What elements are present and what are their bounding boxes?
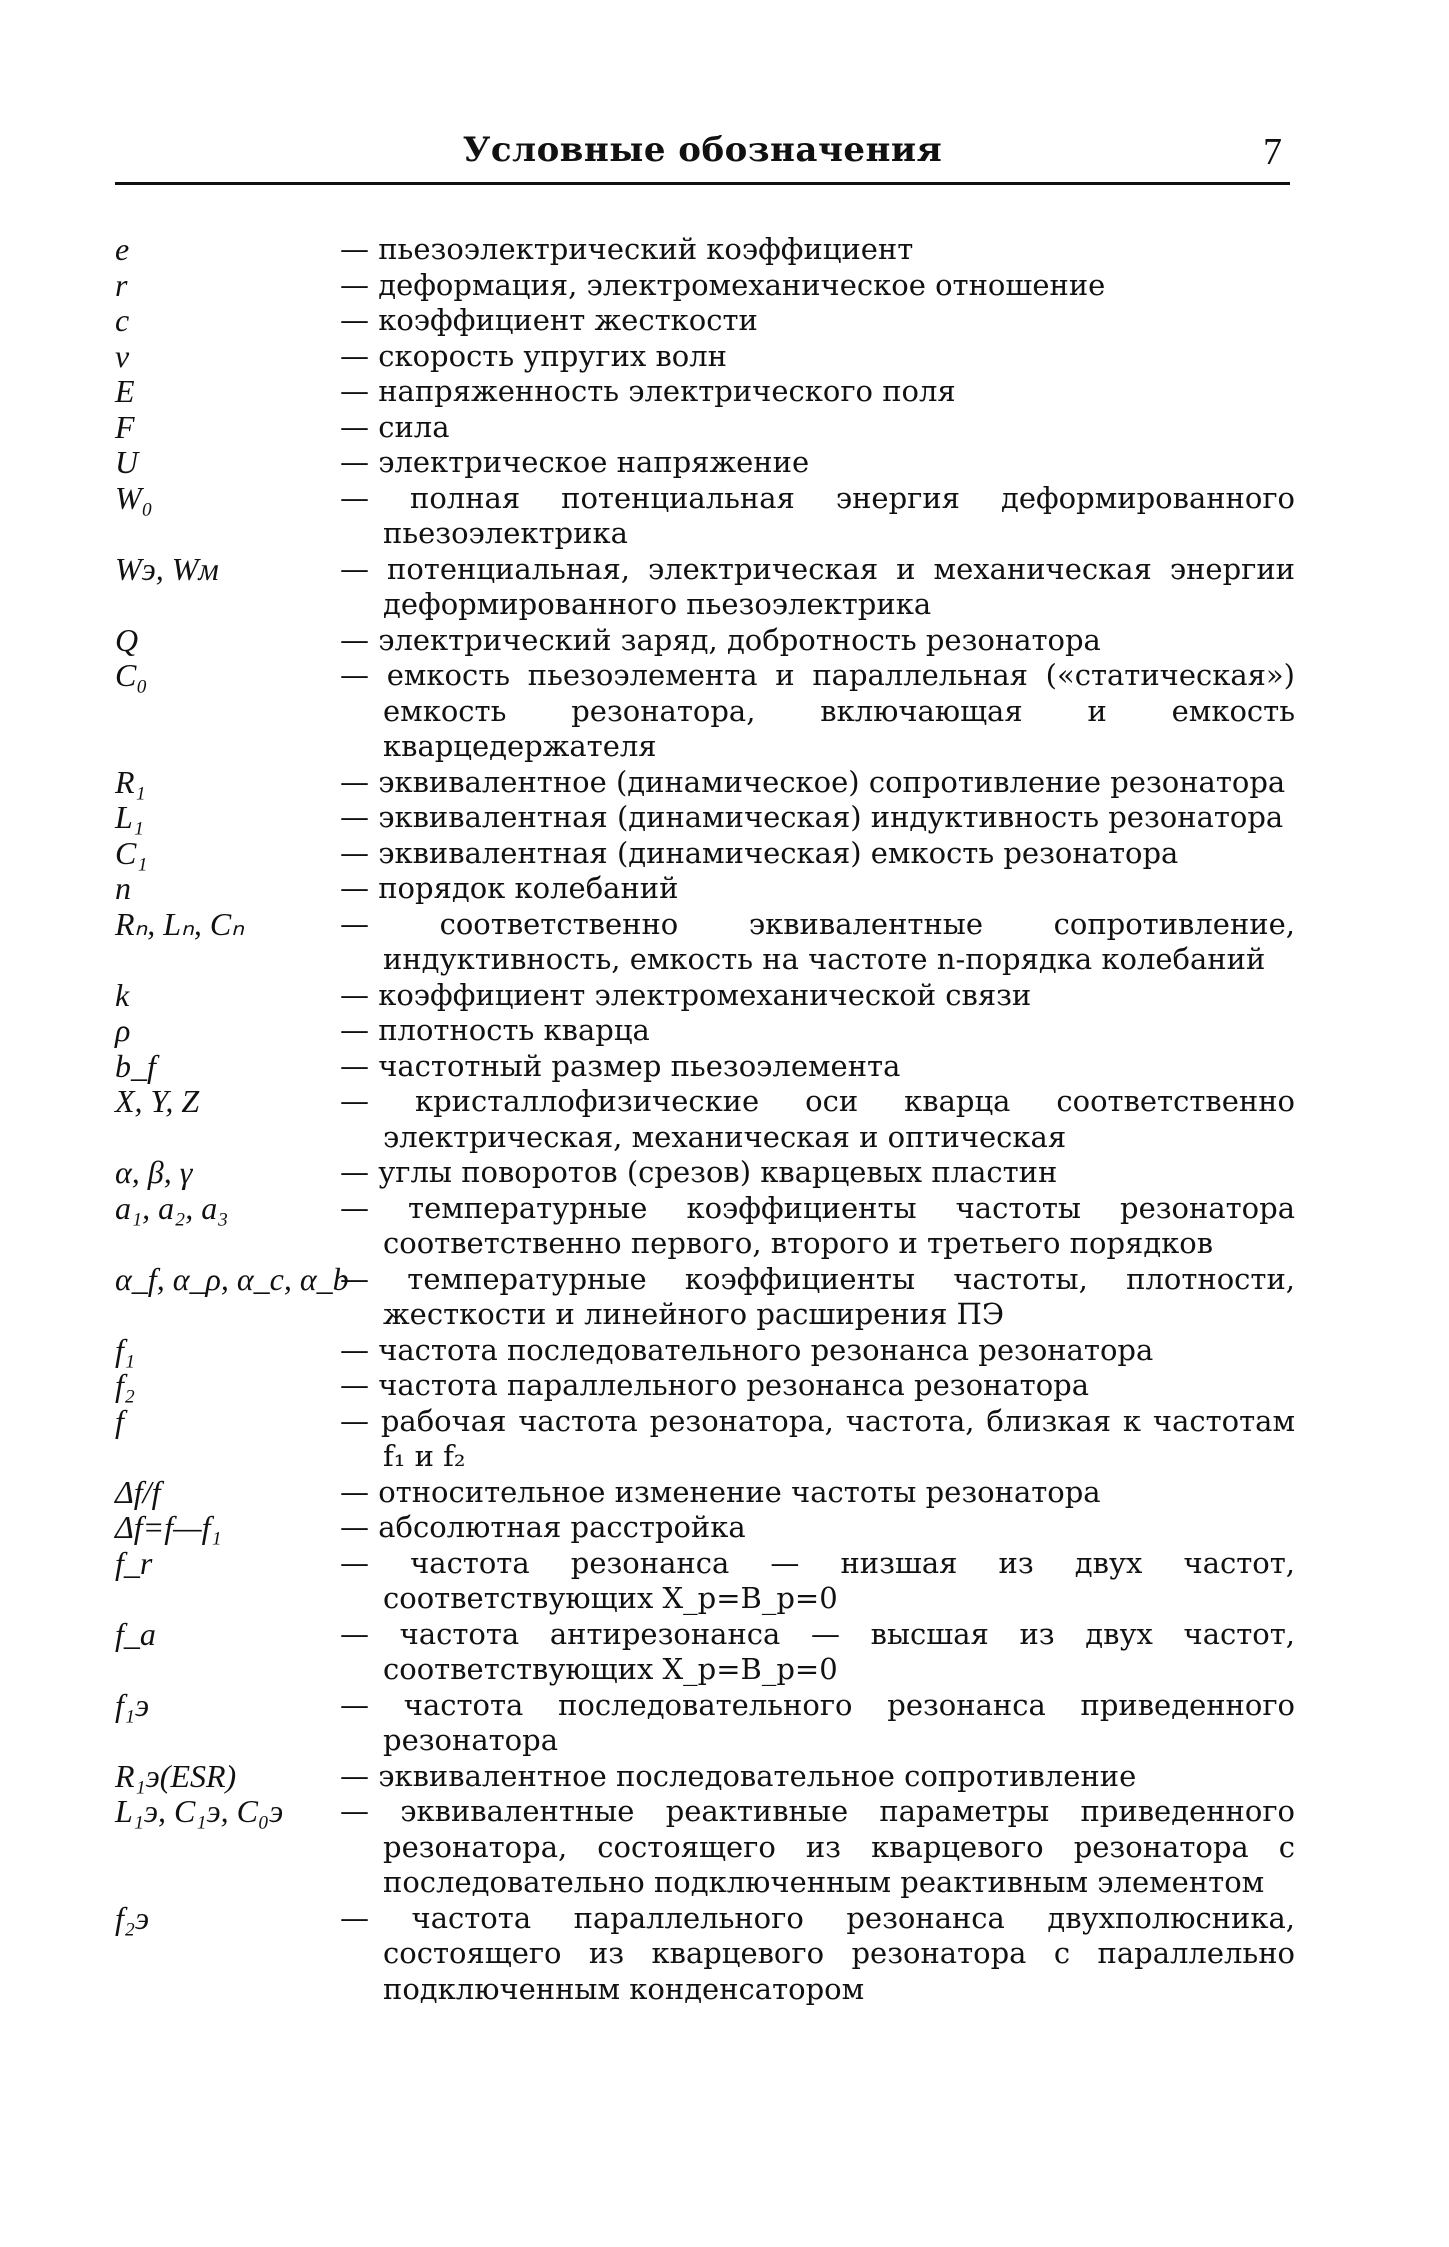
notation-entry — [115, 481, 1295, 552]
notation-entry — [115, 1084, 1295, 1155]
notation-entry — [115, 658, 1295, 765]
notation-entry — [115, 836, 1295, 872]
notation-symbol: α, β, γ — [115, 1154, 193, 1190]
notation-symbol: W₀ — [115, 479, 153, 516]
notation-symbol: f₂ — [115, 1367, 136, 1403]
page-number: 7 — [1263, 131, 1282, 173]
notation-entry — [115, 1546, 1295, 1617]
notation-definition: — эквивалентное (динамическое) сопротивление резонатора — [340, 764, 1286, 799]
notation-definition: — относительное изменение частоты резонатора — [340, 1474, 1101, 1509]
notation-entry — [115, 445, 1295, 481]
notation-symbol: v — [115, 337, 130, 374]
notation-definition: — электрическое напряжение — [340, 445, 810, 479]
notation-definition: — частота последовательного резонанса резонатора — [340, 1332, 1154, 1367]
notation-entry — [115, 1901, 1295, 2008]
notation-symbol: C₀ — [115, 657, 148, 693]
notation-definition: — частота последовательного резонанса приведенного резонатора — [340, 1687, 1295, 1757]
notation-definition: — частота параллельного резонанса резонатора — [340, 1368, 1090, 1402]
notation-symbol: ρ — [115, 1012, 131, 1048]
notation-entry — [115, 552, 1295, 623]
notation-definition: — напряженность электрического поля — [340, 374, 956, 408]
notation-symbol: e — [115, 231, 130, 267]
notation-definition: — частота антирезонанса — высшая из двух частот, соответствующих X_p=B_p=0 — [340, 1616, 1295, 1686]
notation-definition: — коэффициент электромеханической связи — [340, 977, 1032, 1012]
notation-definition: — сила — [340, 409, 450, 444]
notation-symbol: c — [115, 302, 130, 338]
notation-definition: — электрический заряд, добротность резонатора — [340, 622, 1101, 657]
notation-entry — [115, 1013, 1295, 1049]
notation-entry — [115, 978, 1295, 1014]
notation-entry — [115, 623, 1295, 659]
page-header — [115, 130, 1290, 184]
notation-symbol: a₁, a₂, a₃ — [115, 1189, 229, 1226]
notation-entry — [115, 1049, 1295, 1085]
notation-entry — [115, 1510, 1295, 1546]
notation-symbol: f₁э — [115, 1686, 150, 1723]
notation-entry — [115, 339, 1295, 375]
notation-definition: — эквивалентное последовательное сопротивление — [340, 1758, 1137, 1793]
notation-definition: — соответственно эквивалентные сопротивление, индуктивность, емкость на частоте n-порядка колебаний — [340, 906, 1295, 976]
notation-definition: — эквивалентные реактивные параметры приведенного резонатора, состоящего из кварцевого резонатора с последовательно подключенным реактивным элементом — [340, 1794, 1295, 1899]
notation-entry — [115, 765, 1295, 801]
notation-entry — [115, 1368, 1295, 1404]
notation-symbol: Δf=f—f₁ — [115, 1509, 222, 1545]
notation-entry — [115, 1688, 1295, 1759]
notation-definition: — частота резонанса — низшая из двух частот, соответствующих X_p=B_p=0 — [340, 1545, 1295, 1615]
notation-entry — [115, 1759, 1295, 1795]
notation-definition: — пьезоэлектрический коэффициент — [340, 232, 914, 266]
notation-entry — [115, 374, 1295, 410]
notation-definition: — рабочая частота резонатора, частота, близкая к частотам f₁ и f₂ — [340, 1403, 1295, 1473]
notation-entry — [115, 1333, 1295, 1369]
notation-symbol: k — [115, 976, 130, 1013]
notation-symbol: R₁ — [115, 763, 146, 800]
notation-symbol: f₂э — [115, 1899, 150, 1936]
notation-entry — [115, 410, 1295, 446]
notation-definition: — скорость упругих волн — [340, 338, 728, 373]
notation-entry — [115, 871, 1295, 907]
notation-symbol: Rₙ, Lₙ, Cₙ — [115, 905, 244, 942]
notation-definition: — порядок колебаний — [340, 871, 679, 905]
notation-entry — [115, 1794, 1295, 1901]
header-rule — [115, 182, 1290, 185]
notation-entry — [115, 1155, 1295, 1191]
notation-definition: — эквивалентная (динамическая) индуктивность резонатора — [340, 800, 1284, 834]
notation-definition: — абсолютная расстройка — [340, 1510, 746, 1544]
notation-list — [115, 232, 1295, 2007]
notation-symbol: R₁э(ESR) — [115, 1757, 237, 1794]
notation-definition: — эквивалентная (динамическая) емкость резонатора — [340, 835, 1179, 870]
notation-entry — [115, 800, 1295, 836]
notation-symbol: f — [115, 1402, 124, 1439]
notation-definition: — емкость пьезоэлемента и параллельная («статическая») емкость резонатора, включающая и емкость кварцедержателя — [340, 658, 1295, 763]
notation-definition: — плотность кварца — [340, 1013, 650, 1047]
notation-symbol: U — [115, 444, 139, 480]
notation-definition: — деформация, электромеханическое отношение — [340, 267, 1106, 302]
notation-symbol: Q — [115, 621, 139, 658]
notation-definition: — кристаллофизические оси кварца соответственно электрическая, механическая и оптическая — [340, 1084, 1295, 1154]
notation-entry — [115, 1475, 1295, 1511]
notation-symbol: E — [115, 373, 135, 409]
notation-entry — [115, 232, 1295, 268]
notation-definition: — частота параллельного резонанса двухполюсника, состоящего из кварцевого резонатора с параллельно подключенным конденсатором — [340, 1900, 1295, 2006]
notation-definition: — температурные коэффициенты частоты резонатора соответственно первого, второго и третьего порядков — [340, 1190, 1295, 1260]
notation-entry — [115, 907, 1295, 978]
notation-symbol: f₁ — [115, 1331, 136, 1368]
notation-symbol: C₁ — [115, 834, 148, 871]
notation-symbol: L₁ — [115, 799, 144, 835]
notation-symbol: f_r — [115, 1544, 153, 1581]
notation-entry — [115, 268, 1295, 304]
notation-definition: — потенциальная, электрическая и механическая энергии деформированного пьезоэлектрика — [340, 551, 1295, 621]
notation-definition: — температурные коэффициенты частоты, плотности, жесткости и линейного расширения ПЭ — [340, 1261, 1295, 1331]
notation-symbol: Wэ, Wм — [115, 550, 219, 587]
notation-entry — [115, 1404, 1295, 1475]
notation-symbol: n — [115, 870, 131, 906]
notation-symbol: F — [115, 408, 135, 445]
notation-entry — [115, 1617, 1295, 1688]
notation-entry — [115, 303, 1295, 339]
notation-entry — [115, 1262, 1295, 1333]
notation-symbol: r — [115, 266, 128, 303]
notation-symbol: L₁э, C₁э, C₀э — [115, 1793, 284, 1829]
notation-symbol: Δf/f — [115, 1473, 161, 1510]
page-title: Условные обозначения — [462, 130, 943, 170]
notation-symbol: b_f — [115, 1047, 156, 1084]
notation-definition: — коэффициент жесткости — [340, 303, 758, 337]
notation-definition: — полная потенциальная энергия деформированного пьезоэлектрика — [340, 480, 1295, 550]
notation-symbol: α_f, α_ρ, α_c, α_b — [115, 1260, 349, 1297]
notation-entry — [115, 1191, 1295, 1262]
notation-symbol: X, Y, Z — [115, 1083, 200, 1119]
notation-definition: — углы поворотов (срезов) кварцевых пластин — [340, 1155, 1058, 1189]
notation-definition: — частотный размер пьезоэлемента — [340, 1048, 901, 1083]
notation-symbol: f_a — [115, 1615, 156, 1652]
